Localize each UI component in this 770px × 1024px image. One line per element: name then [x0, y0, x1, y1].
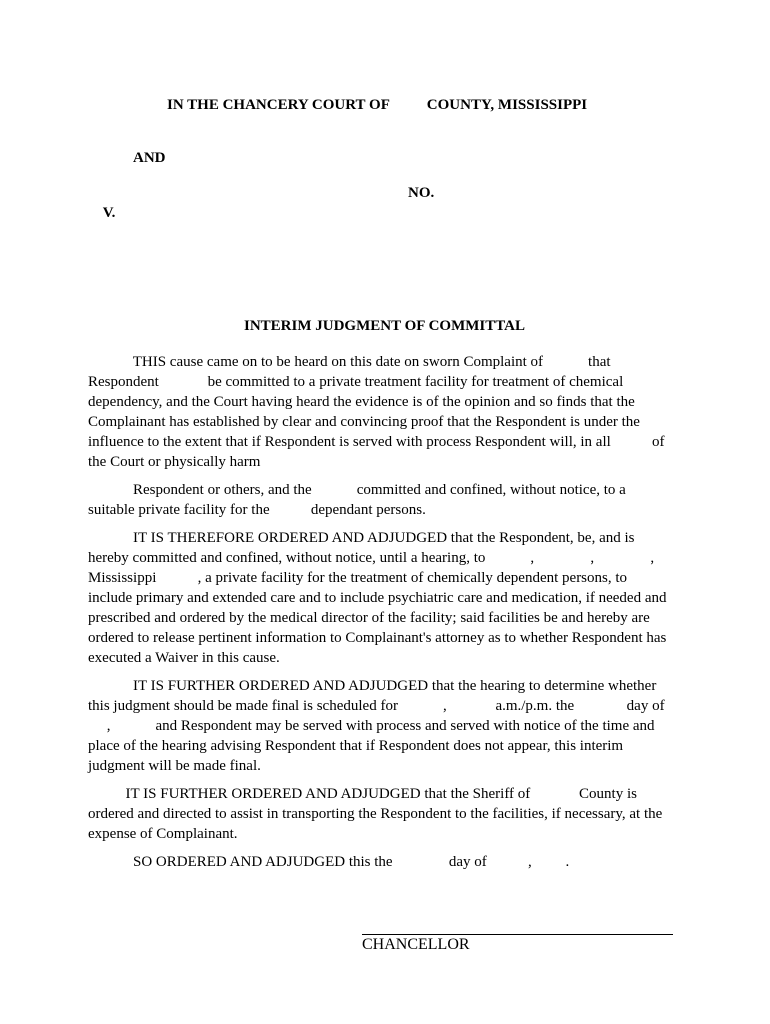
text-line: IT IS FURTHER ORDERED AND ADJUDGED that the Sheriff of County is [88, 786, 637, 802]
document-body [88, 352, 681, 872]
text-line: IT IS THEREFORE ORDERED AND ADJUDGED that the Respondent, be, and is [88, 530, 635, 546]
paragraph-sheriff-transport [88, 784, 681, 844]
paragraph-so-ordered [88, 852, 681, 872]
paragraph-respondent-others [88, 480, 681, 520]
document-title: INTERIM JUDGMENT OF COMMITTAL [244, 318, 525, 334]
text-line: IT IS FURTHER ORDERED AND ADJUDGED that the hearing to determine whether [88, 678, 657, 694]
text-line: SO ORDERED AND ADJUDGED this the day of , . [88, 854, 570, 870]
signature-block [362, 934, 673, 955]
text-line: prescribed and ordered by the medical director of the facility; said facilities be and hereby are [88, 610, 650, 626]
text-line: this judgment should be made final is scheduled for , a.m./p.m. the day of [88, 698, 665, 714]
text-line: executed a Waiver in this cause. [88, 650, 280, 666]
case-number-label: NO. [408, 185, 435, 201]
text-line: place of the hearing advising Respondent that if Respondent does not appear, this interim [88, 738, 624, 754]
paragraph-therefore-ordered [88, 528, 681, 668]
versus-label: V. [102, 205, 116, 221]
versus-row [88, 183, 681, 263]
text-line: influence to the extent that if Respondent is served with process Respondent will, in all of [88, 434, 665, 450]
text-line: ordered to release pertinent information to Complainant's attorney as to whether Respondent has [88, 630, 667, 646]
text-line: suitable private facility for the dependant persons. [88, 502, 426, 518]
text-line: Complainant has established by clear and convincing proof that the Respondent is under the [88, 414, 640, 430]
text-line: dependency, and the Court having heard the evidence is of the opinion and so finds that the [88, 394, 635, 410]
paragraph-hearing-schedule [88, 676, 681, 776]
text-line: the Court or physically harm [88, 454, 261, 470]
text-line: ordered and directed to assist in transporting the Respondent to the facilities, if necessary, at the [88, 806, 663, 822]
court-heading: IN THE CHANCERY COURT OF COUNTY, MISSISSIPPI [167, 97, 588, 113]
chancellor-label: CHANCELLOR [362, 936, 470, 953]
text-line: Respondent or others, and the committed and confined, without notice, to a [88, 482, 626, 498]
text-line: hereby committed and confined, without notice, until a hearing, to , , , [88, 550, 655, 566]
party-and-label: AND [133, 150, 166, 166]
paragraph-this-cause [88, 352, 681, 472]
text-line: include primary and extended care and to include psychiatric care and medication, if needed and [88, 590, 667, 606]
text-line: judgment will be made final. [88, 758, 261, 774]
text-line: , and Respondent may be served with process and served with notice of the time and [88, 718, 655, 734]
text-line: Respondent be committed to a private treatment facility for treatment of chemical [88, 374, 624, 390]
text-line: Mississippi , a private facility for the treatment of chemically dependent persons, to [88, 570, 628, 586]
text-line: expense of Complainant. [88, 826, 238, 842]
text-line: THIS cause came on to be heard on this date on sworn Complaint of that [88, 354, 611, 370]
